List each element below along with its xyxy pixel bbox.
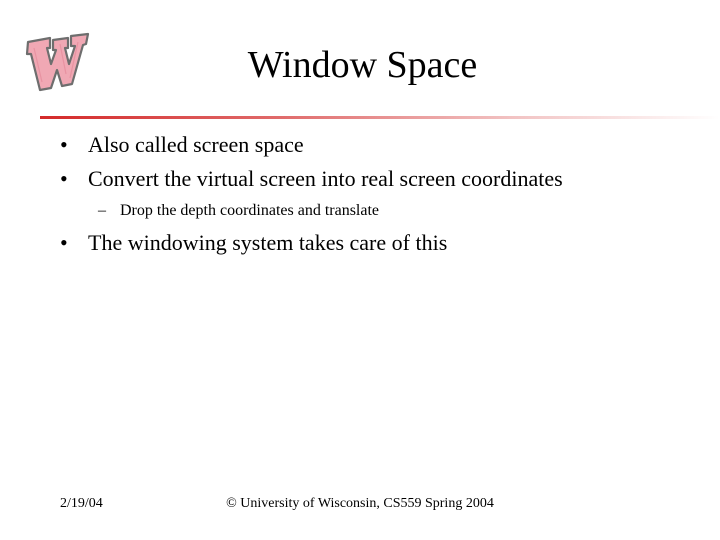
bullet-text: Also called screen space — [88, 132, 304, 157]
sub-bullet-glyph: – — [98, 202, 106, 219]
bullet-item — [60, 229, 447, 257]
bullet-glyph: • — [60, 132, 68, 157]
footer-copyright: © University of Wisconsin, CS559 Spring 2004 — [226, 496, 494, 511]
bullet-item — [60, 131, 304, 159]
bullet-text: The windowing system takes care of this — [88, 230, 448, 255]
sub-bullet-text: Drop the depth coordinates and translate — [120, 202, 380, 219]
bullet-glyph: • — [60, 230, 68, 255]
bullet-text: Convert the virtual screen into real screen coordinates — [88, 166, 563, 191]
sub-bullet-item — [98, 199, 379, 223]
bullet-item — [60, 165, 563, 193]
uw-motion-w-logo-icon — [20, 28, 92, 100]
title-divider — [40, 116, 720, 119]
bullet-glyph: • — [60, 166, 68, 191]
slide-title: Window Space — [247, 44, 478, 86]
footer-date: 2/19/04 — [60, 496, 103, 511]
